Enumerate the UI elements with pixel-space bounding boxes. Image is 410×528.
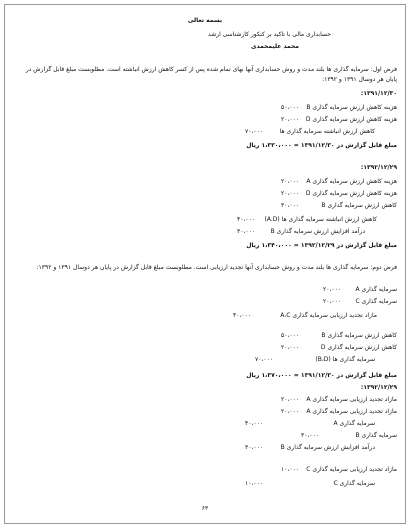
entry-label: مازاد تجدید ارزیابی سرمایه گذاری C	[306, 466, 397, 473]
case1-report-1391: مبلغ قابل گزارش در ۱۳۹۱/۱۲/۳۰ = ۱،۳۳۰،۰۰۰ ریال	[246, 142, 397, 149]
entry-amount: ۲۰،۰۰۰	[323, 298, 342, 305]
entry-label: کاهش ارزش سرمایه گذاری B	[321, 332, 397, 339]
entry-label: سرمایه گذاری C	[355, 298, 397, 305]
entry-label: هزینه کاهش ارزش سرمایه گذاری A	[306, 178, 397, 185]
entry-label: کاهش ارزش انباشته سرمایه گذاری ها	[279, 128, 375, 135]
entry-amount: ۵۰،۰۰۰	[281, 332, 300, 339]
case2-report-1391: مبلغ قابل گزارش در ۱۳۹۱/۱۲/۳۰ = ۱،۳۷۰،۰۰۰ ریال	[246, 372, 397, 379]
entry-amount: ۵۰،۰۰۰	[281, 104, 300, 111]
entry-label: مازاد تجدید ارزیابی سرمایه گذاری A	[306, 396, 397, 403]
entry-amount: ۲۰،۰۰۰	[281, 116, 300, 123]
author-name: محمد علیمحمدی	[251, 43, 299, 50]
case2-date-1392: ۱۳۹۲/۱۲/۲۹:	[360, 384, 397, 391]
entry-label: مازاد تجدید ارزیابی سرمایه گذاری A،C	[280, 312, 377, 319]
entry-amount: ۲۰،۰۰۰	[323, 286, 342, 293]
case1-report-1392: مبلغ قابل گزارش در ۱۳۹۲/۱۲/۲۹ = ۱،۳۴۰،۰۰۰ ریال	[246, 242, 397, 249]
entry-amount: ۳۰،۰۰۰	[245, 444, 264, 451]
entry-label: سرمایه گذاری C	[333, 480, 375, 487]
entry-amount: ۳۰،۰۰۰	[281, 202, 300, 209]
entry-label: هزینه کاهش ارزش سرمایه گذاری B	[306, 104, 397, 111]
entry-amount: ۲۰،۰۰۰	[281, 396, 300, 403]
case1-date-1391: ۱۳۹۱/۱۲/۳۰:	[360, 90, 397, 97]
entry-amount: ۳۰،۰۰۰	[301, 432, 320, 439]
entry-amount: ۲۰،۰۰۰	[281, 408, 300, 415]
entry-label: درآمد افزایش ارزش سرمایه گذاری B	[270, 228, 365, 235]
case1-intro-line1: فرض اول: سرمایه گذاری ها بلند مدت و روش حسابداری آنها بهای تمام شده پس از کسر کاهش ارزش انباشته است. مطلوبست مبلغ قابل گزارش در	[25, 66, 397, 73]
entry-amount: ۱۰،۰۰۰	[281, 466, 300, 473]
entry-amount: ۱۰،۰۰۰	[245, 480, 264, 487]
case2-intro: فرض دوم: سرمایه گذاری ها بلند مدت و روش حسابداری آنها تجدید ارزیابی است. مطلوبست مبلغ قابل گزارش در پایان هر دوسال ۱۳۹۱ و ۱۳۹۲:	[36, 264, 397, 271]
entry-amount: ۲۰،۰۰۰	[281, 344, 300, 351]
page-title: بسمه تعالی	[187, 17, 223, 24]
entry-amount: ۲۰،۰۰۰	[281, 190, 300, 197]
case1-intro-line2: پایان هر دوسال ۱۳۹۱ و ۱۳۹۲:	[322, 76, 397, 83]
entry-label: کاهش ارزش سرمایه گذاری D	[320, 344, 397, 351]
entry-amount: ۴۰،۰۰۰	[233, 312, 252, 319]
entry-label: سرمایه گذاری A	[333, 420, 375, 427]
page-number: ۶۳	[201, 505, 209, 512]
entry-label: سرمایه گذاری ها (B،D)	[315, 356, 375, 363]
entry-amount: ۷۰،۰۰۰	[245, 128, 264, 135]
entry-label: هزینه کاهش ارزش سرمایه گذاری D	[305, 190, 397, 197]
entry-label: سرمایه گذاری B	[355, 432, 397, 439]
entry-amount: ۲۰،۰۰۰	[281, 178, 300, 185]
entry-amount: ۳۰،۰۰۰	[237, 228, 256, 235]
entry-amount: ۴۰،۰۰۰	[245, 420, 264, 427]
entry-label: هزینه کاهش ارزش سرمایه گذاری D	[305, 116, 397, 123]
entry-label: کاهش ارزش انباشته سرمایه گذاری ها (A.D)	[264, 216, 377, 223]
entry-label: درآمد افزایش ارزش سرمایه گذاری B	[280, 444, 375, 451]
entry-label: مازاد تجدید ارزیابی سرمایه گذاری A	[306, 408, 397, 415]
course-title: حسابداری مالی با تاکید بر کنکور کارشناسی ارشد	[208, 31, 331, 38]
entry-amount: ۷۰،۰۰۰	[255, 356, 274, 363]
entry-amount: ۴۰،۰۰۰	[237, 216, 256, 223]
case1-date-1392: ۱۳۹۲/۱۲/۲۹:	[360, 164, 397, 171]
entry-label: سرمایه گذاری A	[355, 286, 397, 293]
document-page	[4, 4, 406, 524]
entry-label: کاهش ارزش سرمایه گذاری B	[321, 202, 397, 209]
